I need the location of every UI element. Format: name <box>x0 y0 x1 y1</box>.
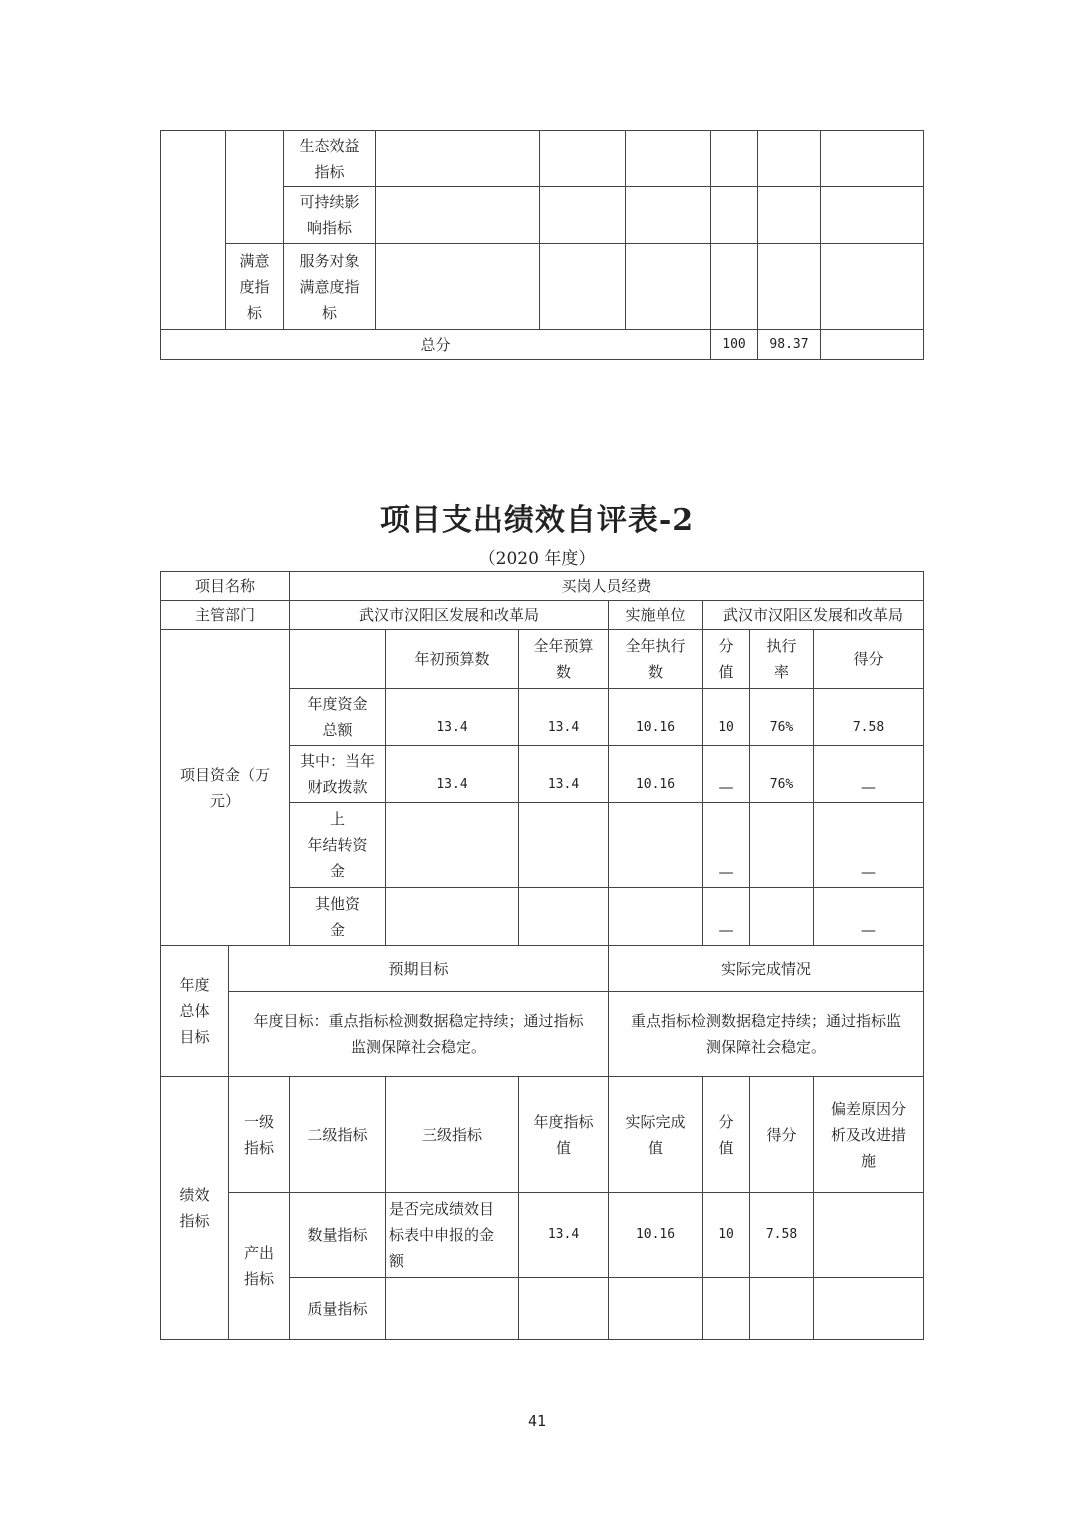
perf-header-got: 得分 <box>750 1077 814 1193</box>
project-name-value: 买岗人员经费 <box>290 572 924 601</box>
indicator-satisfaction-l2: 满意 度指 标 <box>226 244 284 330</box>
level1-cell-blank <box>161 131 226 330</box>
funds-row-rate: 76% <box>750 689 814 746</box>
annual-goal-label: 年度 总体 目标 <box>161 946 229 1077</box>
funds-row-label: 年度资金 总额 <box>290 689 386 746</box>
funds-row-init: 13.4 <box>386 689 519 746</box>
page-subtitle: （2020 年度） <box>478 549 596 569</box>
perf-row-target: 13.4 <box>519 1193 609 1278</box>
expected-goal-label: 预期目标 <box>229 946 609 992</box>
funds-row-rate: 76% <box>750 746 814 803</box>
perf-header-target: 年度指标 值 <box>519 1077 609 1193</box>
project-name-label: 项目名称 <box>161 572 290 601</box>
perf-header-l2: 二级指标 <box>290 1077 386 1193</box>
funds-header-exec: 全年执行 数 <box>609 630 703 689</box>
total-score-full: 100 <box>711 330 758 360</box>
page-title: 项目支出绩效自评表-2 <box>379 503 695 538</box>
funds-header-got: 得分 <box>814 630 924 689</box>
funds-row-score: — <box>703 803 750 888</box>
total-score-got: 98.37 <box>758 330 821 360</box>
perf-header-l1: 一级 指标 <box>229 1077 290 1193</box>
funds-row-init: 13.4 <box>386 746 519 803</box>
indicator-satisfaction-l3: 服务对象 满意度指 标 <box>284 244 376 330</box>
funds-row-got: 7.58 <box>814 689 924 746</box>
perf-row-score: 10 <box>703 1193 750 1278</box>
indicator-sustainable: 可持续影 响指标 <box>284 187 376 244</box>
performance-self-eval-table <box>160 571 924 1340</box>
dept-value: 武汉市汉阳区发展和改革局 <box>290 601 609 630</box>
perf-row-got: 7.58 <box>750 1193 814 1278</box>
funds-header-full: 全年预算 数 <box>519 630 609 689</box>
impl-value: 武汉市汉阳区发展和改革局 <box>703 601 924 630</box>
impl-label: 实施单位 <box>609 601 703 630</box>
perf-header-reason: 偏差原因分 析及改进措 施 <box>814 1077 924 1193</box>
total-label: 总分 <box>161 330 711 360</box>
dept-label: 主管部门 <box>161 601 290 630</box>
perf-indicator-label: 绩效 指标 <box>161 1077 229 1340</box>
page-number: 41 <box>527 1412 547 1430</box>
perf-row-l2: 数量指标 <box>290 1193 386 1278</box>
funds-row-got: — <box>814 803 924 888</box>
funds-row-label: 其中：当年 财政拨款 <box>290 746 386 803</box>
perf-header-actual: 实际完成 值 <box>609 1077 703 1193</box>
actual-goal-label: 实际完成情况 <box>609 946 924 992</box>
perf-row-l3: 是否完成绩效目 标表中申报的金 额 <box>386 1193 519 1278</box>
funds-row-label: 其他资 金 <box>290 888 386 946</box>
funds-header-rate: 执行 率 <box>750 630 814 689</box>
funds-header-score: 分 值 <box>703 630 750 689</box>
indicator-ecological: 生态效益 指标 <box>284 131 376 187</box>
expected-goal-text: 年度目标：重点指标检测数据稳定持续；通过指标 监测保障社会稳定。 <box>229 992 609 1077</box>
funds-label: 项目资金（万 元） <box>161 630 290 946</box>
performance-table-continued <box>160 130 924 360</box>
perf-header-l3: 三级指标 <box>386 1077 519 1193</box>
funds-row-full: 13.4 <box>519 746 609 803</box>
funds-row-score: 10 <box>703 689 750 746</box>
output-indicator-label: 产出 指标 <box>229 1193 290 1340</box>
funds-row-label: 上 年结转资 金 <box>290 803 386 888</box>
funds-row-exec: 10.16 <box>609 746 703 803</box>
funds-row-got: — <box>814 746 924 803</box>
funds-row-exec: 10.16 <box>609 689 703 746</box>
funds-header-blank <box>290 630 386 689</box>
level2-cell-blank <box>226 131 284 244</box>
funds-row-got: — <box>814 888 924 946</box>
actual-goal-text: 重点指标检测数据稳定持续；通过指标监 测保障社会稳定。 <box>609 992 924 1077</box>
funds-row-score: — <box>703 746 750 803</box>
perf-row-actual: 10.16 <box>609 1193 703 1278</box>
funds-header-init: 年初预算数 <box>386 630 519 689</box>
perf-header-score: 分 值 <box>703 1077 750 1193</box>
funds-row-score: — <box>703 888 750 946</box>
funds-row-full: 13.4 <box>519 689 609 746</box>
perf-row-l2: 质量指标 <box>290 1278 386 1340</box>
